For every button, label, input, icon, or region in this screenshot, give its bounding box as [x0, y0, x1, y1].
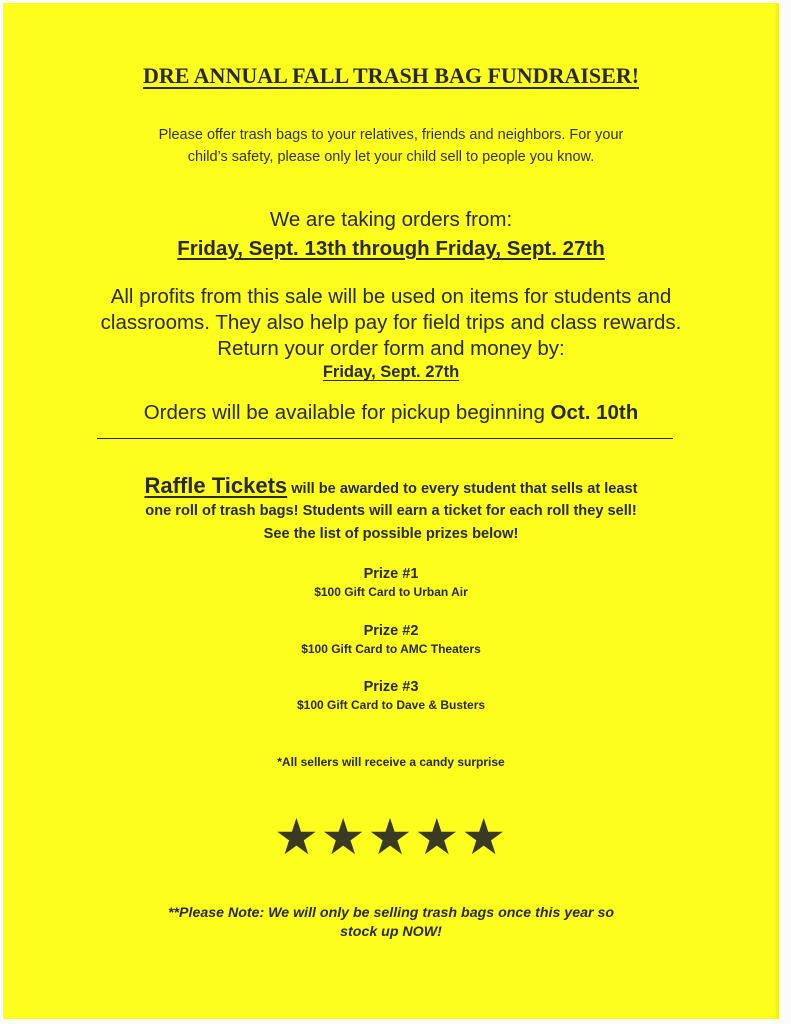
footer-note-line-2: stock up NOW! [340, 924, 442, 940]
prize-title: Prize #1 [363, 566, 419, 582]
prize-description: $100 Gift Card to Urban Air [314, 585, 468, 599]
orders-intro: We are taking orders from: [269, 208, 513, 231]
prize-description: $100 Gift Card to Dave & Busters [296, 698, 486, 712]
pickup-date: Oct. 10th [550, 401, 639, 424]
raffle-line-3: See the list of possible prizes below! [263, 526, 519, 542]
return-date: Friday, Sept. 27th [322, 363, 460, 381]
profits-line-1: All profits from this sale will be used on items for students and [110, 285, 672, 308]
star-row-icon: ★★★★★ [273, 808, 509, 866]
raffle-line-2: one roll of trash bags! Students will earn a ticket for each roll they sell! [145, 503, 637, 519]
intro-line-2: child’s safety, please only let your child sell to people you know. [187, 149, 595, 165]
prize-title: Prize #2 [363, 623, 419, 639]
intro-line-1: Please offer trash bags to your relatives, friends and neighbors. For your [158, 127, 624, 143]
footer-note-line-1: **Please Note: We will only be selling trash bags once this year so [168, 905, 614, 921]
pickup-line: Orders will be available for pickup beginning Oct. 10th [143, 401, 639, 424]
profits-line-2: classrooms. They also help pay for field trips and class rewards. [100, 311, 682, 334]
divider [97, 438, 673, 439]
prize-description: $100 Gift Card to AMC Theaters [301, 642, 481, 656]
flyer-title: DRE ANNUAL FALL TRASH BAG FUNDRAISER! [142, 63, 640, 88]
raffle-heading: Raffle Tickets [144, 473, 288, 498]
raffle-line-1: Raffle Tickets will be awarded to every student that sells at least [144, 473, 638, 498]
orders-dates: Friday, Sept. 13th through Friday, Sept. 27th [177, 237, 605, 260]
prize-title: Prize #3 [363, 679, 419, 695]
return-line: Return your order form and money by: [217, 337, 565, 360]
candy-note: *All sellers will receive a candy surprise [277, 755, 505, 769]
flyer-page [3, 3, 779, 1019]
